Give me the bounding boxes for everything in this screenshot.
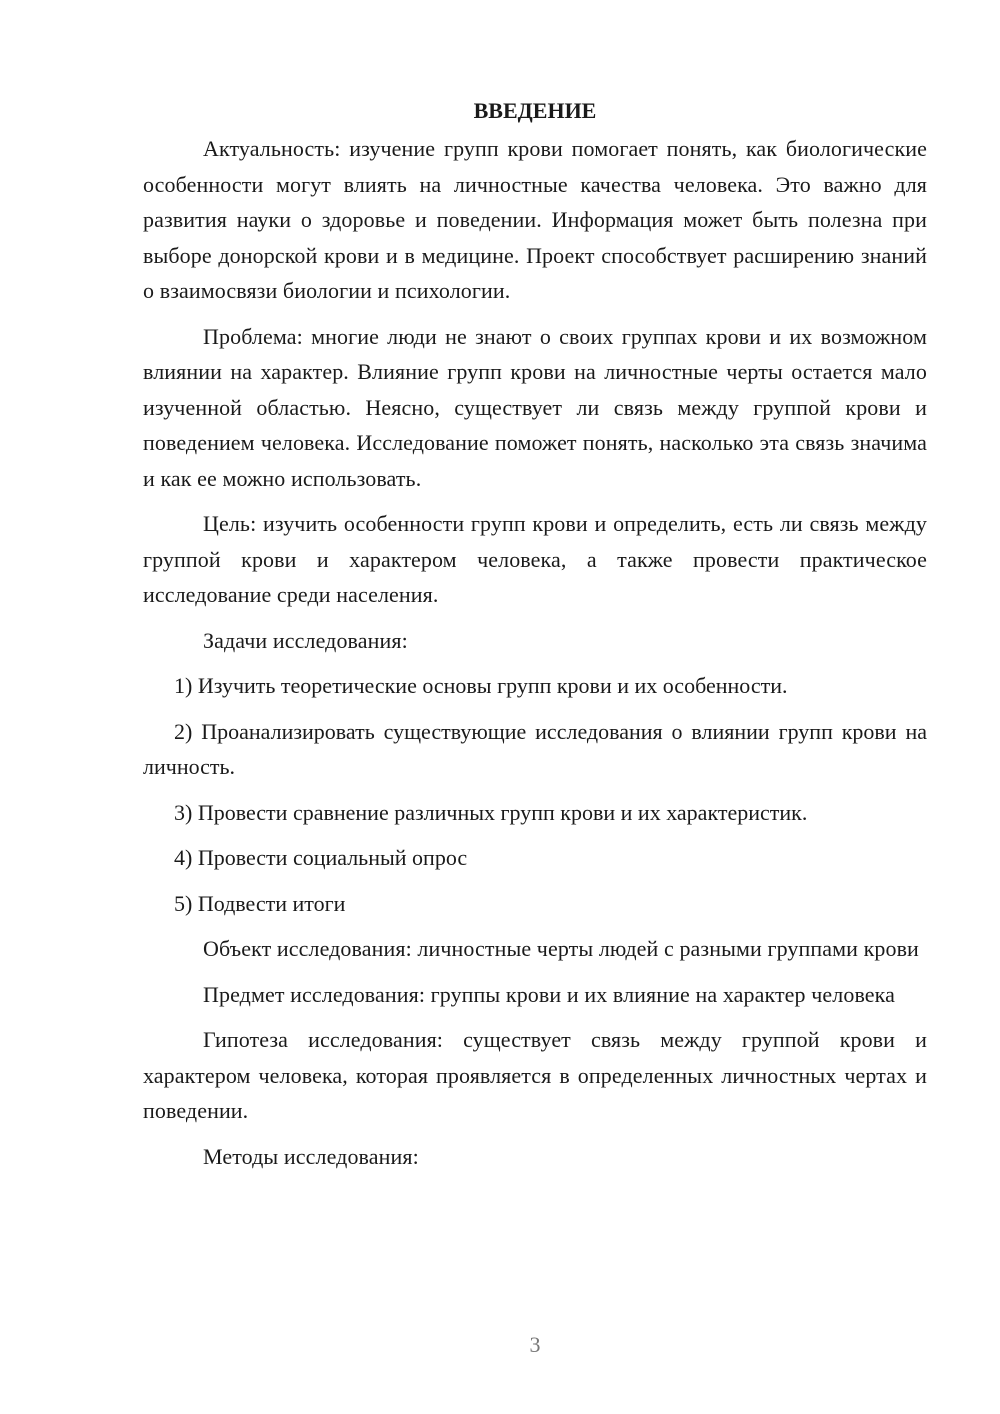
page-content xyxy=(143,93,927,1174)
task-item-2: 2) Проанализировать существующие исследования о влиянии групп крови на личность. xyxy=(143,718,927,779)
tasks-heading: Задачи исследования: xyxy=(203,627,408,653)
page-number: 3 xyxy=(529,1332,541,1357)
paragraph-problem: Проблема: многие люди не знают о своих группах крови и их возможном влиянии на характер. Влияние групп крови на личностные черты остается мало изученной областью. Неясно, существует ли связь между группой крови и поведением человека. Исследование поможет понять, насколько эта связь значима и как ее можно использовать. xyxy=(143,323,927,491)
paragraph-subject: Предмет исследования: группы крови и их влияние на характер человека xyxy=(203,981,895,1007)
task-item-1: 1) Изучить теоретические основы групп крови и их особенности. xyxy=(174,673,788,698)
task-item-5: 5) Подвести итоги xyxy=(174,890,346,916)
paragraph-object: Объект исследования: личностные черты людей с разными группами крови xyxy=(203,936,919,961)
methods-heading: Методы исследования: xyxy=(203,1143,419,1169)
paragraph-relevance: Актуальность: изучение групп крови помогает понять, как биологические особенности могут влиять на личностные качества человека. Это важно для развития науки о здоровье и поведении. Информация может быть полезна при выборе донорской крови и в медицине. Проект способствует расширению знаний о взаимосвязи биологии и психологии. xyxy=(143,136,927,303)
page-title: ВВЕДЕНИЕ xyxy=(473,98,597,123)
task-item-3: 3) Провести сравнение различных групп крови и их характеристик. xyxy=(174,799,808,825)
paragraph-hypothesis: Гипотеза исследования: существует связь между группой крови и характером человека, которая проявляется в определенных личностных чертах и поведении. xyxy=(143,1027,927,1123)
task-item-4: 4) Провести социальный опрос xyxy=(174,845,468,870)
paragraph-goal: Цель: изучить особенности групп крови и определить, есть ли связь между группой крови и характером человека, а также провести практическое исследование среди населения. xyxy=(143,511,927,607)
